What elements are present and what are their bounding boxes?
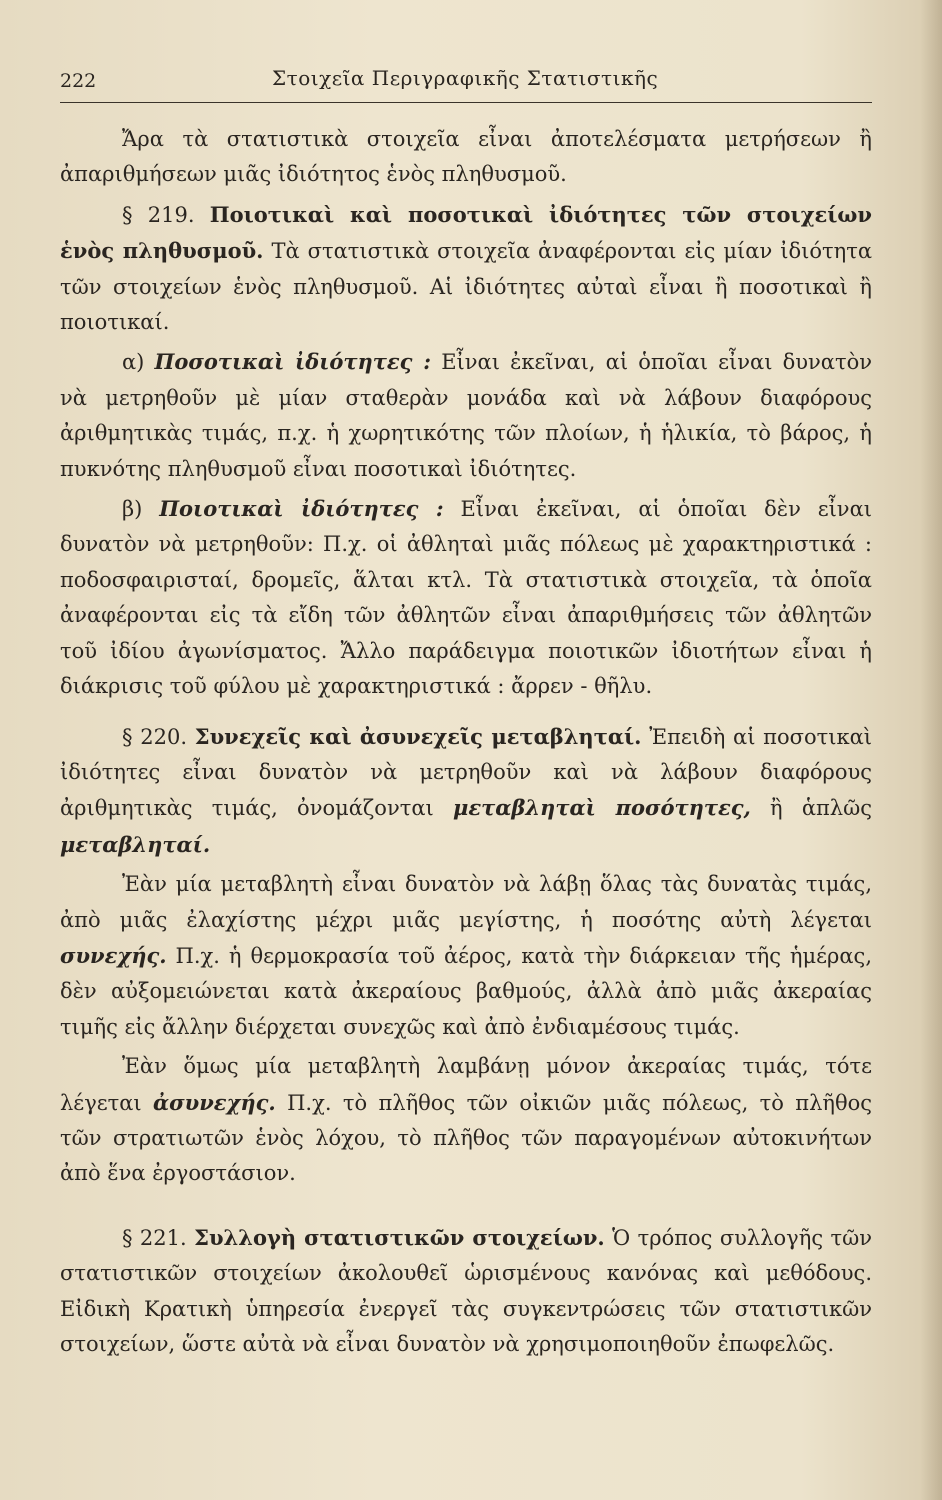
page-gutter-shadow (920, 0, 942, 1500)
section-219-number: § 219. (122, 202, 195, 227)
section-220 (60, 719, 872, 864)
discrete-text-b: Π.χ. τὸ πλῆθος τῶν οἰκιῶν μιᾶς πόλεως, τὸ πλῆθος τῶν στρατιωτῶν ἑνὸς λόχου, τὸ πλῆθος τῶν παραγομένων αὐτοκινήτων ἀπὸ ἕνα ἐργοστάσιον. (60, 1090, 873, 1186)
beta-term: Ποιοτικαὶ ἰδιότητες : (159, 496, 444, 522)
beta-label: β) (122, 497, 160, 522)
continuous-text-b: Π.χ. ἡ θερμοκρασία τοῦ ἀέρος, κατὰ τὴν διάρκειαν τῆς ἡμέρας, δὲν αὐξομειώνεται κατὰ ἀκεραίους βαθμούς, ἀλλὰ ἀπὸ μιᾶς ἀκεραίας τιμῆς εἰς ἄλλην διέρχεται συνεχῶς καὶ ἀπὸ ἐνδιαμέσους τιμάς. (60, 943, 872, 1039)
page-number: 222 (60, 70, 97, 92)
section-221-number: § 221. (122, 1225, 187, 1250)
section-221-text: Ὁ τρόπος συλλογῆς τῶν στατιστικῶν στοιχείων ἀκολουθεῖ ὡρισμένους κανόνας καὶ μεθόδους. Εἰδικὴ Κρατικὴ ὑπηρεσία ἐνεργεῖ τὰς συγκεντρώσεις τῶν στατιστικῶν στοιχείων, ὥστε αὐτὰ νὰ εἶναι δυνατὸν νὰ χρησιμοποιηθοῦν ἐπωφελῶς. (60, 1225, 872, 1356)
page-body (60, 122, 872, 1362)
running-title: Στοιχεῖα Περιγραφικῆς Στατιστικῆς (272, 66, 659, 90)
section-220-number: § 220. (122, 724, 188, 749)
beta-text: Εἶναι ἐκεῖναι, αἱ ὁποῖαι δὲν εἶναι δυνατὸν νὰ μετρηθοῦν: Π.χ. οἱ ἀθληταὶ μιᾶς πόλεως μὲ χαρακτηριστικά : ποδοσφαιρισταί, δρομεῖς, ἅλται κτλ. Τὰ στατιστικὰ στοιχεῖα, τὰ ὁποῖα ἀναφέρονται εἰς τὰ εἴδη τῶν ἀθλητῶν εἶναι ἀπαριθμήσεις τῶν ἀθλητῶν τοῦ ἰδίου ἀγωνίσματος. Ἄλλο παράδειγμα ποιοτικῶν ἰδιοτήτων εἶναι ἡ διάκρισις τοῦ φύλου μὲ χαρακτηριστικά : ἄρρεν - θῆλυ. (60, 497, 872, 699)
section-220-text-a: Ἐπειδὴ αἱ ποσοτικαὶ ἰδιότητες εἶναι δυνατὸν νὰ μετρηθοῦν καὶ νὰ λάβουν διαφόρους ἀριθμητικὰς τιμάς, ὀνομάζονται (60, 724, 872, 821)
paragraph-continuous (60, 867, 872, 1045)
section-221 (60, 1220, 872, 1363)
alpha-text: Εἶναι ἐκεῖναι, αἱ ὁποῖαι εἶναι δυνατὸν νὰ μετρηθοῦν μὲ μίαν σταθερὰν μονάδα καὶ νὰ λάβουν διαφόρους ἀριθμητικὰς τιμάς, π.χ. ἡ χωρητικότης τῶν πλοίων, ἡ ἡλικία, τὸ βάρος, ἡ πυκνότης πληθυσμοῦ εἶναι ποσοτικαὶ ἰδιότητες. (60, 350, 872, 481)
section-219-text: Τὰ στατιστικὰ στοιχεῖα ἀναφέρονται εἰς μίαν ἰδιότητα τῶν στοιχείων ἑνὸς πληθυσμοῦ. Αἱ ἰδιότητες αὐταὶ εἶναι ἢ ποσοτικαὶ ἢ ποιοτικαί. (60, 239, 873, 335)
intro-paragraph (60, 122, 872, 193)
section-219-title: Ποιοτικαὶ καὶ ποσοτικαὶ ἰδιότητες τῶν στοιχείων ἑνὸς πληθυσμοῦ. (60, 201, 872, 264)
continuous-term: συνεχής. (60, 942, 167, 968)
section-220-title: Συνεχεῖς καὶ ἀσυνεχεῖς μεταβληταί. (194, 723, 642, 749)
section-220-term-b: μεταβληταί. (60, 831, 211, 857)
section-221-title: Συλλογὴ στατιστικῶν στοιχείων. (194, 1224, 605, 1250)
section-220-text-b: ἢ ἁπλῶς (750, 796, 872, 821)
alpha-label: α) (122, 350, 155, 375)
alpha-term: Ποσοτικαὶ ἰδιότητες : (154, 349, 432, 375)
section-219 (60, 197, 872, 341)
running-header (60, 62, 872, 103)
continuous-text-a: Ἐὰν μία μεταβλητὴ εἶναι δυνατὸν νὰ λάβῃ ὅλας τὰς δυνατὰς τιμάς, ἀπὸ μιᾶς ἐλαχίστης μέχρι μιᾶς μεγίστης, ἡ ποσότης αὐτὴ λέγεται (60, 872, 872, 932)
intro-text: Ἄρα τὰ στατιστικὰ στοιχεῖα εἶναι ἀποτελέσματα μετρήσεων ἢ ἀπαριθμήσεων μιᾶς ἰδιότητος ἑνὸς πληθυσμοῦ. (60, 127, 872, 187)
discrete-text-a: Ἐὰν ὅμως μία μεταβλητὴ λαμβάνῃ μόνον ἀκεραίας τιμάς, τότε λέγεται (60, 1054, 872, 1115)
paragraph-discrete (60, 1049, 872, 1192)
paragraph-beta (60, 491, 872, 704)
paragraph-alpha (60, 344, 872, 487)
section-220-term-a: μεταβληταὶ ποσότητες, (452, 795, 751, 821)
discrete-term: ἀσυνεχής. (153, 1089, 276, 1115)
